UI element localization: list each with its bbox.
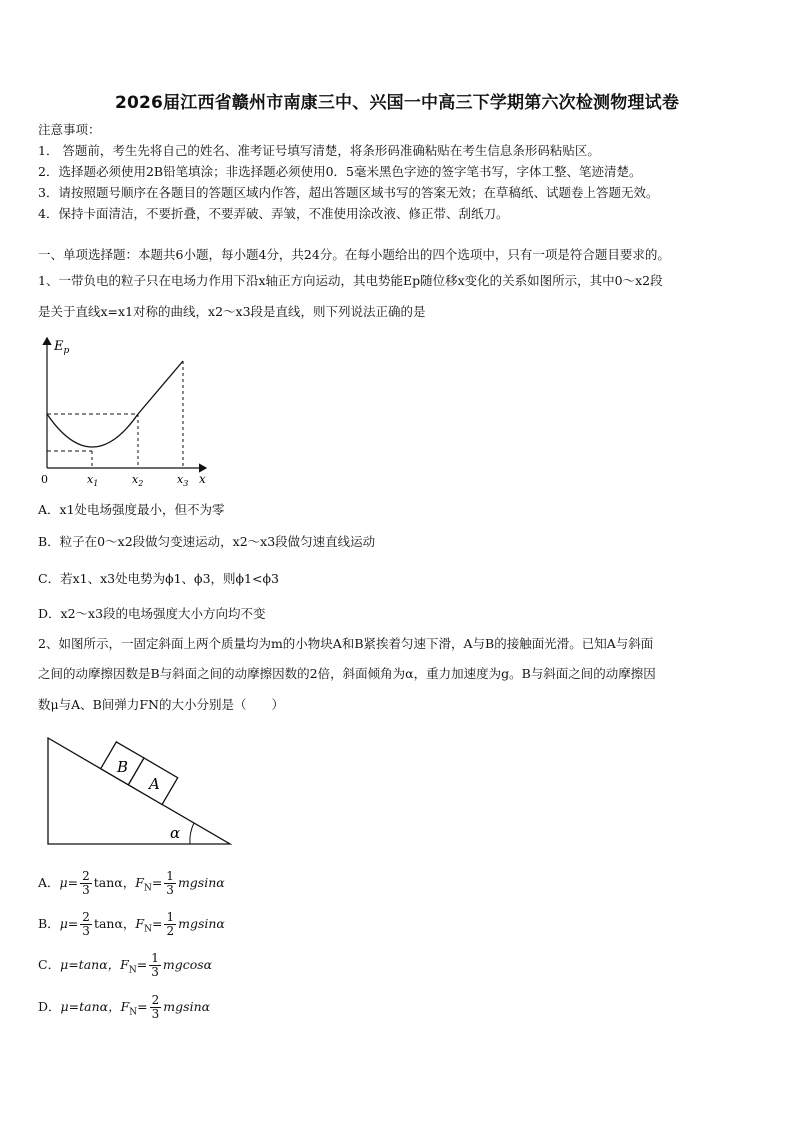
f-symbol: F [120,999,130,1014]
mu-tail: tanα， [93,916,136,931]
f-tail: mgsinα [177,875,225,890]
f-eq: = [136,957,148,972]
notice-item-4: 4．保持卡面清洁，不要折叠，不要弄破、弄皱，不准使用涂改液、修正带、刮纸刀。 [38,206,509,221]
f-tail: mgsinα [178,916,225,931]
frac-num: 1 [151,951,159,965]
q2-option-c [38,952,212,979]
notice-item-3: 3．请按照题号顺序在各题目的答题区域内作答，超出答题区域书写的答案无效；在草稿纸、试题卷上答题无效。 [38,185,659,200]
frac-den: 2 [166,924,175,938]
graph-ylabel: $E_p$ [54,339,70,356]
q2-stem-line3: 数μ与A、B间弹力FN的大小分别是（ ） [38,697,284,712]
frac-den: 3 [82,883,90,897]
frac-num: 1 [166,910,175,924]
f-symbol: F [135,916,145,931]
tick-x3: $x_3$ [177,473,189,488]
q2-stem-line2: 之间的动摩擦因数是B与斜面之间的动摩擦因数的2倍，斜面倾角为α，重力加速度为g。B与斜面之间的动摩擦因 [38,666,656,681]
f-sub: N [129,1007,138,1018]
notice-item-2: 2．选择题必须使用2B铅笔填涂；非选择题必须使用0．5毫米黑色字迹的签字笔书写，字体工整、笔迹清楚。 [38,164,642,179]
q1-ep-graph [36,330,216,490]
q2-option-b [38,911,225,938]
mu-expr: μ= [59,875,79,890]
tick-x1: $x_1$ [87,473,99,488]
mu-expr: μ= [59,916,79,931]
f-sub: N [128,965,137,976]
option-label: B． [38,916,60,931]
notice-item-1: 1． 答题前，考生先将自己的姓名、准考证号填写清楚，将条形码准确粘贴在考生信息条形码粘贴区。 [38,143,600,158]
mu-tail: tanα， [93,875,136,890]
frac-num: 1 [166,869,174,883]
frac-num: 2 [82,910,90,924]
frac-den: 3 [151,1007,160,1021]
f-tail: mgsinα [163,999,211,1014]
q1-stem-line2: 是关于直线x=x1对称的曲线，x2～x3段是直线，则下列说法正确的是 [38,304,426,319]
f-symbol: F [135,875,144,890]
fraction [150,994,162,1021]
fraction [80,911,92,938]
graph-xlabel: x [199,472,206,486]
q1-option-d: D．x2～x3段的电场强度大小方向均不变 [38,606,266,621]
option-label: A． [38,875,60,890]
q1-option-c: C．若x1、x3处电势为ϕ1、ϕ3，则ϕ1<ϕ3 [38,571,279,586]
frac-den: 3 [151,965,159,979]
ep-curve [47,414,138,447]
angle-arc [190,823,194,844]
f-eq: = [151,916,163,931]
f-sub: N [144,924,152,935]
mu-expr: μ=tanα， [60,957,121,972]
frac-num: 2 [82,869,90,883]
frac-den: 3 [82,924,90,938]
block-b-label: B [117,758,129,776]
fraction [164,870,176,897]
page-title: 2026届江西省赣州市南康三中、兴国一中高三下学期第六次检测物理试卷 [114,93,680,113]
notice-heading: 注意事项： [38,122,101,137]
f-symbol: F [120,957,129,972]
frac-num: 2 [151,993,160,1007]
q1-option-a: A．x1处电场强度最小，但不为零 [38,502,225,517]
angle-label: α [170,824,181,842]
block-a-label: A [149,775,160,793]
f-sub: N [143,883,152,894]
q1-stem-line1: 1、一带负电的粒子只在电场力作用下沿x轴正方向运动，其电势能Ep随位移x变化的关系如图所示，其中0～x2段 [38,273,663,288]
mu-expr: μ=tanα， [60,999,121,1014]
q2-stem-line1: 2、如图所示，一固定斜面上两个质量均为m的小物块A和B紧挨着匀速下滑，A与B的接触面光滑。已知A与斜面 [38,636,654,651]
ep-line [138,361,183,414]
fraction [164,911,176,938]
f-eq: = [137,999,148,1014]
option-label: D． [38,999,61,1014]
f-tail: mgcosα [162,957,213,972]
option-label: C． [38,957,61,972]
graph-origin: 0 [41,473,48,486]
q2-option-a [38,870,225,897]
section-heading: 一、单项选择题：本题共6小题，每小题4分，共24分。在每小题给出的四个选项中，只有一项是符合题目要求的。 [38,247,670,262]
f-eq: = [151,875,163,890]
q2-incline-figure [44,732,236,850]
tick-x2: $x_2$ [132,473,144,488]
q1-option-b: B．粒子在0～x2段做匀变速运动，x2～x3段做匀速直线运动 [38,534,376,549]
q2-option-d [38,994,210,1021]
fraction [80,870,92,897]
fraction [149,952,161,979]
frac-den: 3 [166,883,174,897]
